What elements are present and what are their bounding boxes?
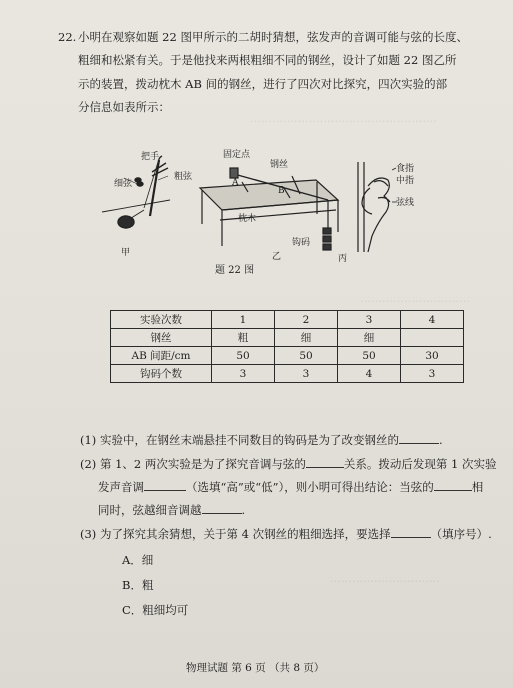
figure-drawing [92, 148, 432, 274]
page-footer: 物理试题 第 6 页 （共 8 页） [186, 662, 325, 674]
answer-blank[interactable] [306, 456, 344, 468]
option-c: C．粗细均可 [122, 603, 189, 617]
table-cell: 粗 [212, 329, 275, 347]
figure-caption: 题 22 图 [215, 265, 255, 276]
subquestion-3 [80, 526, 492, 541]
subquestion-3-text: (3) 为了探究其余猜想，关于第 4 次钢丝的粗细选择，要选择 [80, 527, 391, 541]
label-steel-wire: 钢丝 [270, 160, 289, 170]
answer-blank[interactable] [399, 432, 439, 444]
bleed-through-text: …………………………………………… [250, 112, 437, 125]
table-cell: 4 [401, 311, 464, 329]
answer-blank[interactable] [202, 502, 242, 514]
subquestion-3-text: （填序号）. [430, 527, 492, 541]
table-cell: 实验次数 [111, 311, 212, 329]
table-cell: 50 [275, 347, 338, 365]
table-row [111, 347, 464, 365]
answer-blank[interactable] [434, 479, 472, 491]
label-handle: 把手 [141, 152, 160, 162]
table-row [111, 329, 464, 347]
subquestion-2-text: 相 [471, 480, 484, 494]
label-bing: 丙 [338, 254, 348, 264]
subquestion-1-end: . [438, 433, 443, 447]
table-cell: 钩码个数 [111, 365, 212, 383]
question-stem-line: 示的装置，拨动枕木 AB 间的钢丝，进行了四次对比探究，四次实验的部 [78, 77, 448, 91]
label-point-a: A [232, 178, 239, 188]
subquestion-2-text: 同时，弦越细音调越 [98, 503, 202, 517]
table-cell: 1 [212, 311, 275, 329]
table-cell: 4 [338, 365, 401, 383]
subquestion-1 [80, 432, 443, 447]
label-middle-finger: 中指 [396, 176, 415, 186]
answer-blank[interactable] [144, 479, 186, 491]
label-string: 弦线 [396, 198, 415, 208]
table-cell [401, 329, 464, 347]
label-yi: 乙 [272, 252, 282, 262]
subquestion-2-line-2 [98, 479, 483, 494]
table-row [111, 365, 464, 383]
table-cell: 3 [401, 365, 464, 383]
subquestion-2-line-3 [98, 502, 245, 517]
figure-22 [92, 148, 432, 274]
answer-blank[interactable] [391, 526, 431, 538]
table-cell: 50 [212, 347, 275, 365]
wire-apparatus-illustration [200, 168, 338, 250]
table-cell: 细 [275, 329, 338, 347]
table-row [111, 311, 464, 329]
subquestion-2-line-1 [80, 456, 497, 471]
table-cell: AB 间距/cm [111, 347, 212, 365]
subquestion-2-end: . [241, 503, 246, 517]
table-cell: 30 [401, 347, 464, 365]
experiment-table [110, 310, 464, 383]
table-cell: 2 [275, 311, 338, 329]
label-fixed-point: 固定点 [223, 150, 251, 160]
option-a: A．细 [122, 553, 154, 567]
subquestion-2-text: （选填“高”或“低”），则小明可得出结论：当弦的 [186, 480, 434, 494]
question-number: 22. [58, 30, 77, 44]
question-stem-line: 粗细和松紧有关。于是他找来两根粗细不同的钢丝，设计了如题 22 图乙所 [78, 53, 457, 67]
bleed-through-text: ………………………… [360, 292, 470, 305]
table-cell: 细 [338, 329, 401, 347]
question-stem-line: 小明在观察如题 22 图甲所示的二胡时猜想，弦发声的音调可能与弦的长度、 [78, 30, 468, 44]
hand-plucking-illustration [358, 162, 396, 252]
label-jia: 甲 [121, 248, 131, 258]
subquestion-2-text: (2) 第 1、2 两次实验是为了探究音调与弦的 [80, 457, 306, 471]
table-cell: 3 [275, 365, 338, 383]
subquestion-1-text: (1) 实验中，在钢丝末端悬挂不同数目的钩码是为了改变钢丝的 [80, 433, 399, 447]
erhu-illustration [102, 156, 170, 228]
label-thick-string: 粗弦 [174, 172, 193, 182]
table-cell: 50 [338, 347, 401, 365]
label-thin-string: 细弦 [114, 179, 133, 189]
table-cell: 3 [212, 365, 275, 383]
label-point-b: B [278, 186, 285, 196]
label-index-finger: 食指 [396, 164, 415, 174]
question-stem-line: 分信息如表所示： [78, 100, 170, 114]
option-b: B．粗 [122, 578, 154, 592]
subquestion-2-text: 关系。拨动后发现第 1 次实验 [343, 457, 497, 471]
table-cell: 3 [338, 311, 401, 329]
label-hook-weight: 钩码 [292, 238, 311, 248]
table-cell: 钢丝 [111, 329, 212, 347]
label-pillow-wood: 枕木 [238, 214, 257, 224]
bleed-through-text: ………………………… [330, 572, 440, 585]
subquestion-2-text: 发声音调 [98, 480, 144, 494]
